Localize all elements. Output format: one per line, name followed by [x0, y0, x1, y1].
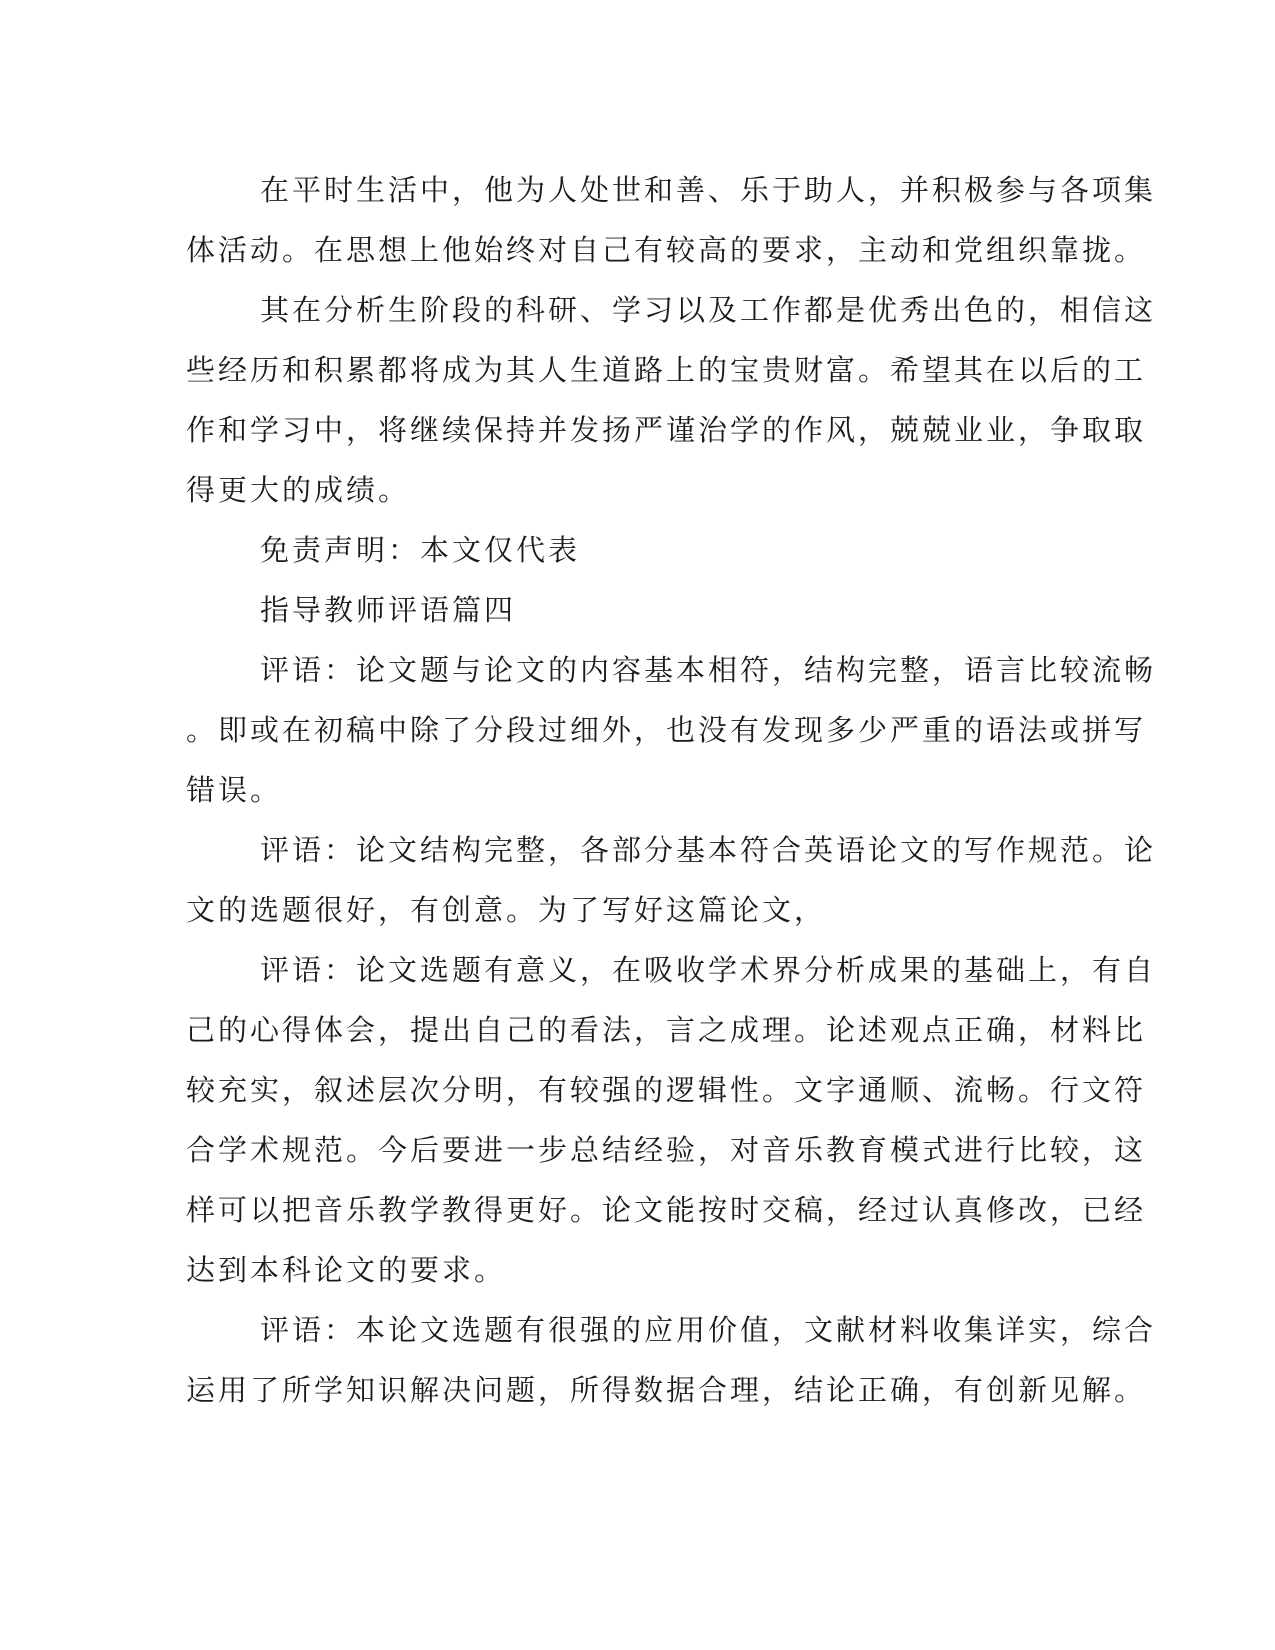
- text-line: 评语：本论文选题有很强的应用价值，文献材料收集详实，综合: [260, 1313, 1157, 1347]
- text-line: 体活动。在思想上他始终对自己有较高的要求，主动和党组织靠拢。: [186, 233, 1147, 267]
- text-line: 运用了所学知识解决问题，所得数据合理，结论正确，有创新见解。: [186, 1373, 1147, 1407]
- text-line: 得更大的成绩。: [186, 473, 411, 507]
- text-line: 文的选题很好，有创意。为了写好这篇论文，: [186, 893, 827, 927]
- text-line: 达到本科论文的要求。: [186, 1253, 507, 1287]
- text-line: 评语：论文选题有意义，在吸收学术界分析成果的基础上，有自: [260, 953, 1157, 987]
- text-line: 评语：论文题与论文的内容基本相符，结构完整，语言比较流畅: [260, 653, 1157, 687]
- section-heading: 指导教师评语篇四: [260, 593, 517, 627]
- document-body: [186, 160, 1157, 1420]
- text-line: 作和学习中，将继续保持并发扬严谨治学的作风，兢兢业业，争取取: [186, 413, 1147, 447]
- disclaimer-line: 免责声明：本文仅代表: [260, 533, 581, 567]
- text-line: 在平时生活中，他为人处世和善、乐于助人，并积极参与各项集: [260, 173, 1157, 207]
- text-line: 较充实，叙述层次分明，有较强的逻辑性。文字通顺、流畅。行文符: [186, 1073, 1147, 1107]
- text-line: 些经历和积累都将成为其人生道路上的宝贵财富。希望其在以后的工: [186, 353, 1147, 387]
- text-line: 己的心得体会，提出自己的看法，言之成理。论述观点正确，材料比: [186, 1013, 1147, 1047]
- text-line: 错误。: [186, 773, 283, 807]
- text-line: 样可以把音乐教学教得更好。论文能按时交稿，经过认真修改，已经: [186, 1193, 1147, 1227]
- text-line: 合学术规范。今后要进一步总结经验，对音乐教育模式进行比较，这: [186, 1133, 1147, 1167]
- text-line: 评语：论文结构完整，各部分基本符合英语论文的写作规范。论: [260, 833, 1157, 867]
- text-line: 。即或在初稿中除了分段过细外，也没有发现多少严重的语法或拼写: [186, 713, 1147, 747]
- text-line: 其在分析生阶段的科研、学习以及工作都是优秀出色的，相信这: [260, 293, 1157, 327]
